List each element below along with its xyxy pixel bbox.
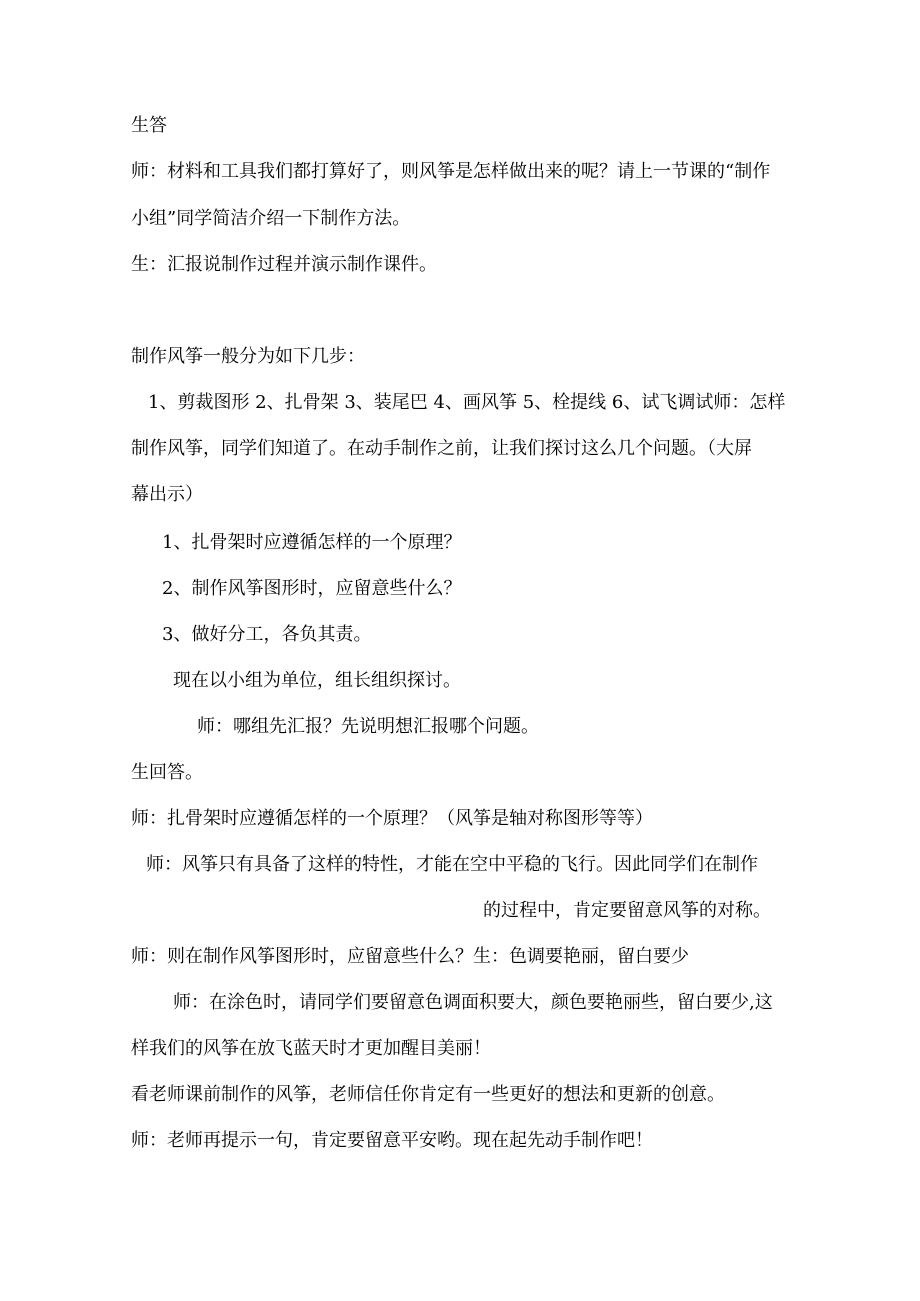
text-line: 师：风筝只有具备了这样的特性，才能在空中平稳的飞行。因此同学们在制作 bbox=[146, 854, 758, 875]
text-line: 2、制作风筝图形时，应留意些什么？ bbox=[162, 578, 462, 599]
text-line: 看老师课前制作的风筝，老师信任你肯定有一些更好的想法和更新的创意。 bbox=[131, 1084, 725, 1105]
text-line: 幕出示） bbox=[131, 484, 203, 505]
text-line: 制作风筝一般分为如下几步： bbox=[131, 346, 365, 367]
text-line: 师：材料和工具我们都打算好了，则风筝是怎样做出来的呢？请上一节课的“制作 bbox=[131, 161, 771, 182]
text-line: 师：在涂色时，请同学们要留意色调面积要大，颜色要艳丽些，留白要少,这 bbox=[173, 992, 773, 1013]
text-line: 师：扎骨架时应遵循怎样的一个原理？（风筝是轴对称图形等等） bbox=[131, 808, 653, 829]
text-line: 生答 bbox=[131, 115, 167, 136]
text-line: 的过程中，肯定要留意风筝的对称。 bbox=[483, 900, 771, 921]
text-line: 师：则在制作风筝图形时，应留意些什么？生：色调要艳丽，留白要少 bbox=[131, 946, 689, 967]
text-line: 生回答。 bbox=[131, 762, 203, 783]
text-line: 1、扎骨架时应遵循怎样的一个原理？ bbox=[162, 532, 462, 553]
text-line: 样我们的风筝在放飞蓝天时才更加醒目美丽！ bbox=[131, 1038, 491, 1059]
text-line: 3、做好分工，各负其责。 bbox=[162, 624, 372, 645]
text-line: 1、剪裁图形 2、扎骨架 3、装尾巴 4、画风筝 5、栓提线 6、试飞调试师：怎样 bbox=[148, 392, 786, 413]
text-line: 小组”同学简洁介绍一下制作方法。 bbox=[131, 208, 411, 229]
text-line: 现在以小组为单位，组长组织探讨。 bbox=[173, 670, 461, 691]
text-line: 制作风筝，同学们知道了。在动手制作之前，让我们探讨这么几个问题。（大屏 bbox=[131, 438, 752, 459]
text-line: 师：哪组先汇报？先说明想汇报哪个问题。 bbox=[197, 716, 539, 737]
text-line: 生：汇报说制作过程并演示制作课件。 bbox=[131, 254, 437, 275]
text-line: 师：老师再提示一句，肯定要留意平安哟。现在起先动手制作吧！ bbox=[131, 1130, 653, 1151]
